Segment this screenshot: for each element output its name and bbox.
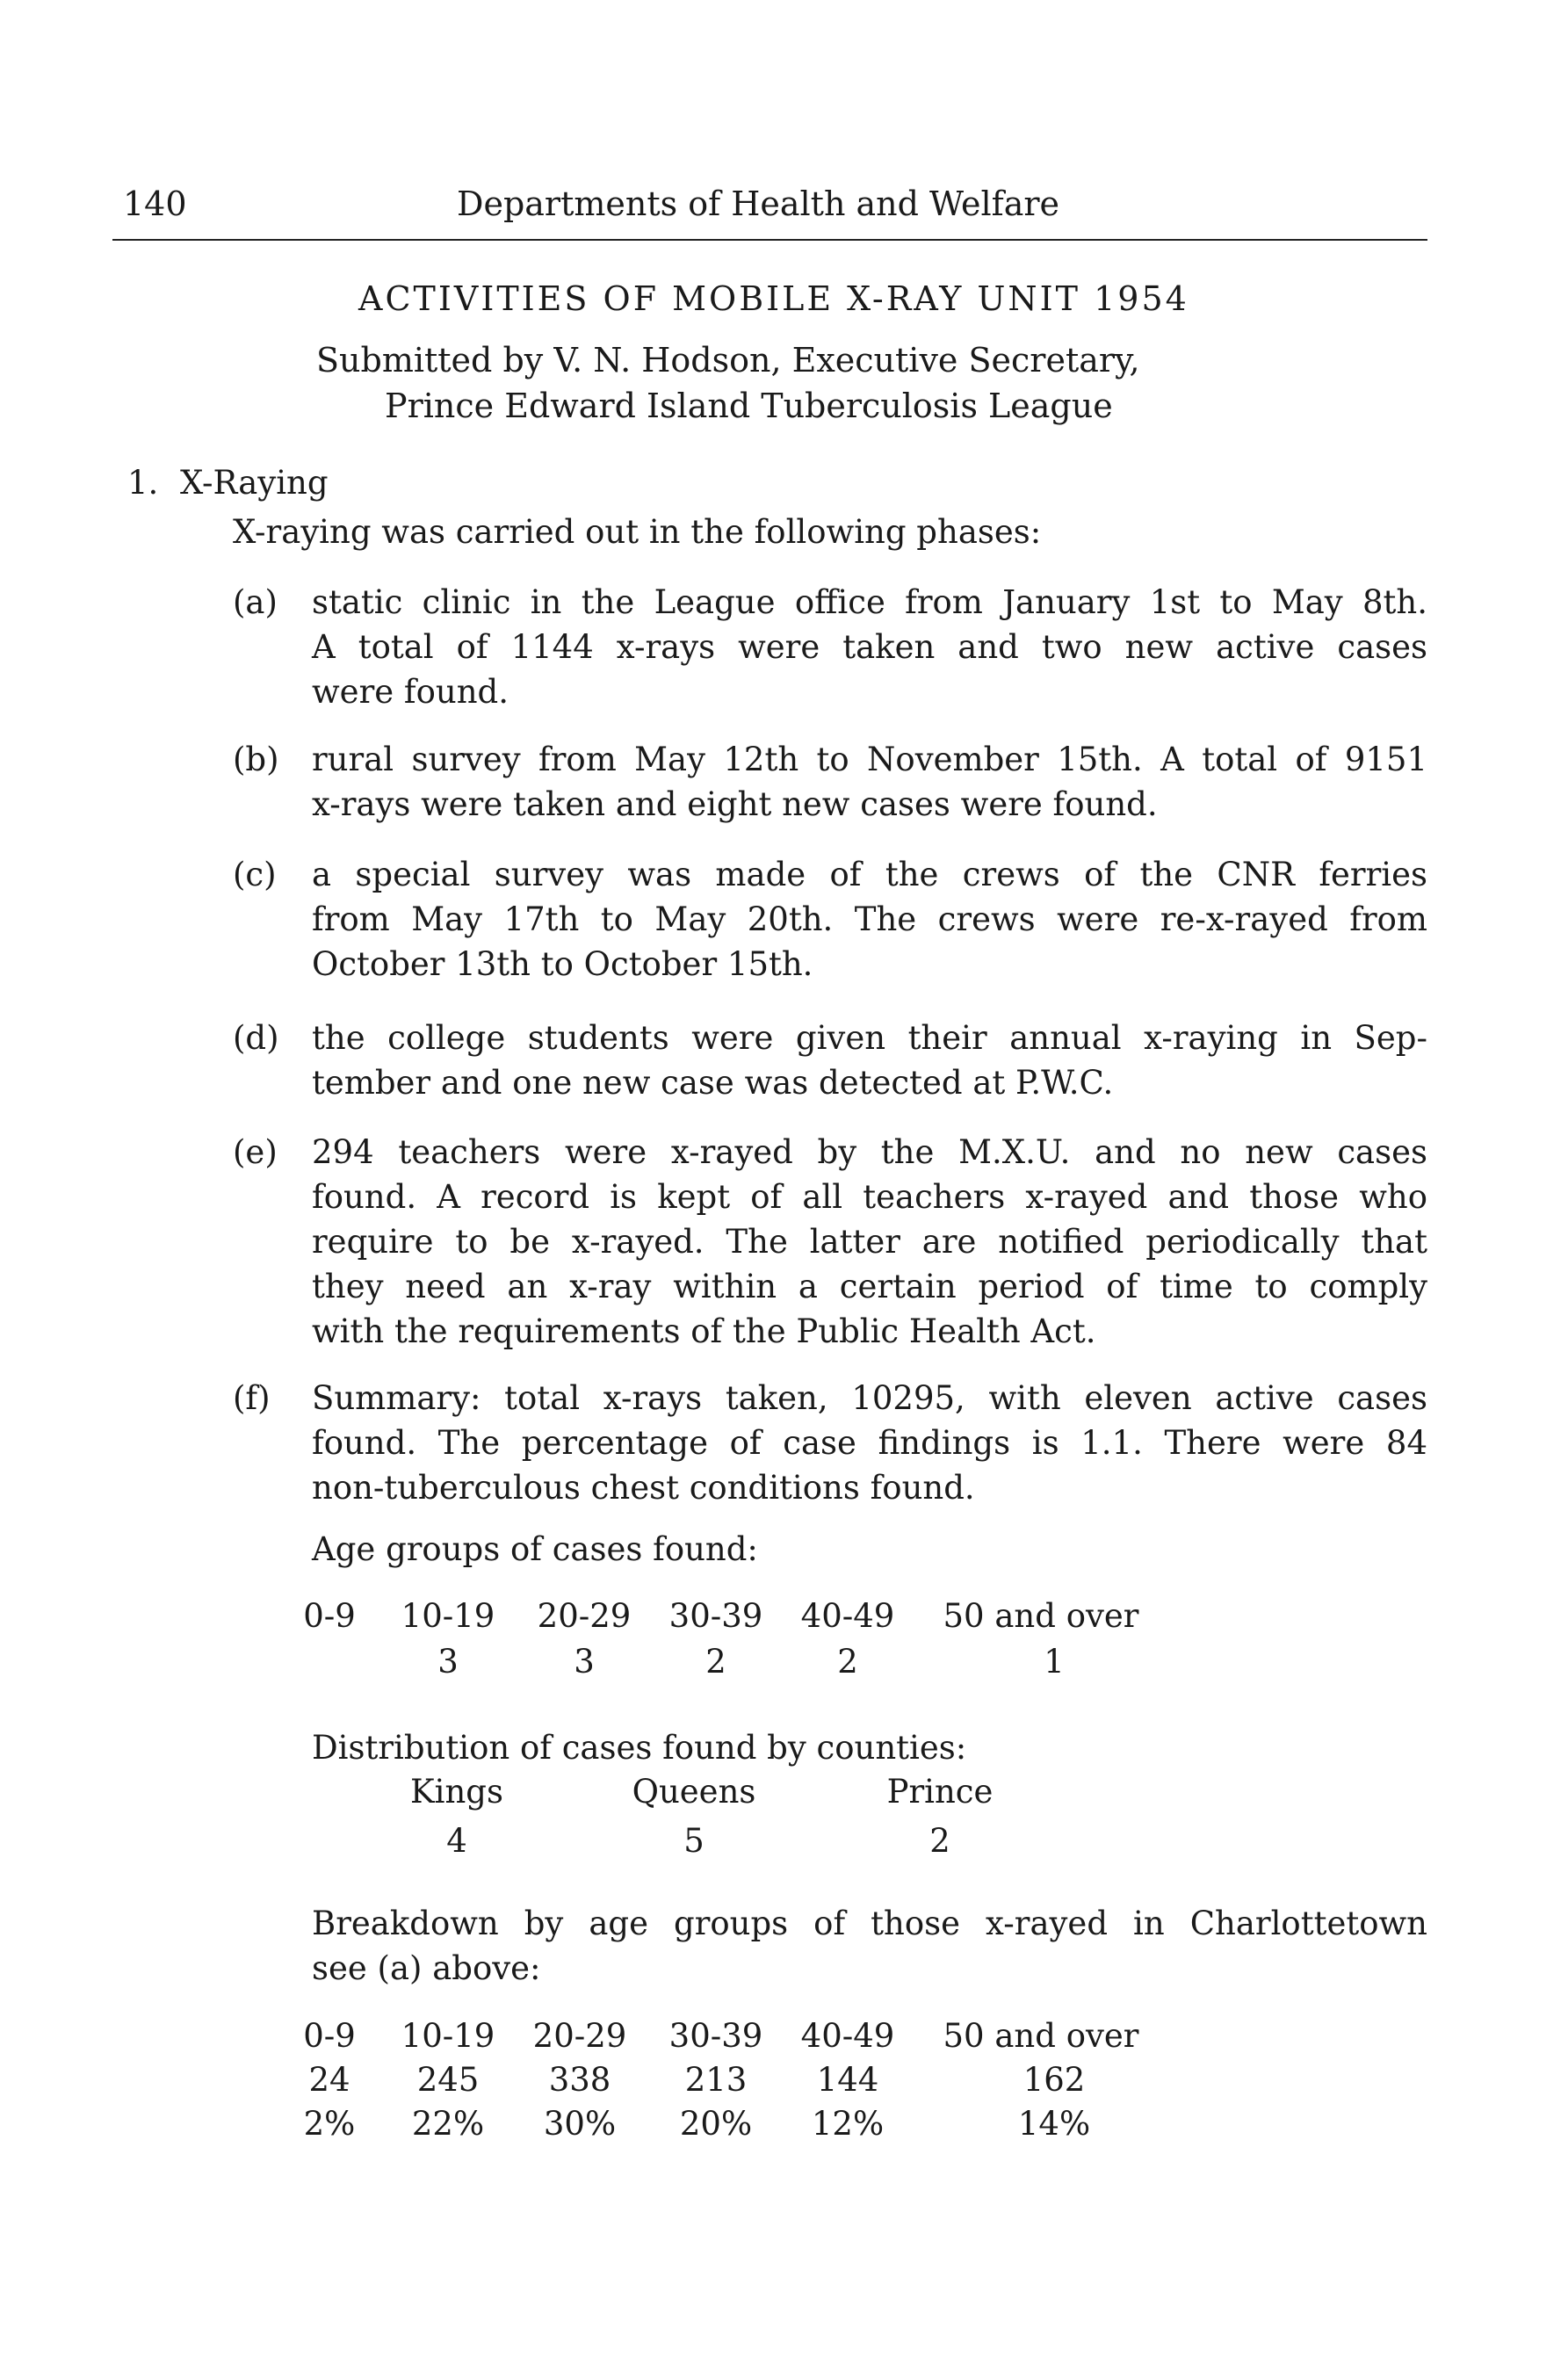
- item-a-text: [312, 580, 1427, 714]
- ctown-age-header: 10-19: [401, 2017, 495, 2055]
- header-rule: [112, 239, 1427, 241]
- age-group-header: 30-39: [668, 1597, 763, 1635]
- ctown-count: 24: [308, 2061, 350, 2099]
- item-label-d: (d): [233, 1019, 279, 1057]
- document-title: ACTIVITIES OF MOBILE X-RAY UNIT 1954: [358, 279, 1189, 318]
- age-group-header: 40-49: [800, 1597, 895, 1635]
- ctown-age-header: 40-49: [800, 2017, 895, 2055]
- item-c-line: from May 17th to May 20th. The crews were re-x-rayed from: [312, 900, 1427, 938]
- ctown-percent: 2%: [303, 2105, 356, 2143]
- item-d-line: tember and one new case was detected at P.W.C.: [312, 1064, 1114, 1102]
- age-case-count: 2: [837, 1643, 858, 1681]
- item-label-f: (f): [233, 1379, 271, 1417]
- county-case-count: 5: [683, 1822, 705, 1860]
- item-c-text: [312, 852, 1427, 987]
- item-f-line: non-tuberculous chest conditions found.: [312, 1469, 975, 1507]
- county-case-count: 2: [929, 1822, 950, 1860]
- ctown-count: 338: [548, 2061, 611, 2099]
- item-b-line: x-rays were taken and eight new cases were found.: [312, 785, 1158, 823]
- item-label-e: (e): [233, 1133, 278, 1171]
- age-case-count: 3: [574, 1643, 595, 1681]
- item-b-line: rural survey from May 12th to November 15th. A total of 9151: [312, 741, 1427, 778]
- county-header: Prince: [886, 1773, 994, 1811]
- item-e-line: with the requirements of the Public Health Act.: [312, 1312, 1096, 1350]
- item-f-line: found. The percentage of case findings is 1.1. There were 84: [312, 1424, 1427, 1462]
- item-f-line: Summary: total x-rays taken, 10295, with eleven active cases: [312, 1379, 1427, 1417]
- organization-line: Prince Edward Island Tuberculosis League: [385, 387, 1113, 425]
- age-case-count: 3: [437, 1643, 459, 1681]
- ctown-age-header: 20-29: [532, 2017, 627, 2055]
- county-header: Queens: [632, 1773, 756, 1811]
- section-number: 1.: [127, 464, 159, 502]
- item-a-line: A total of 1144 x-rays were taken and two new active cases: [312, 628, 1427, 666]
- item-e-text: [312, 1130, 1427, 1354]
- item-c-line: October 13th to October 15th.: [312, 945, 813, 983]
- item-label-c: (c): [233, 856, 277, 893]
- item-b-text: [312, 737, 1427, 827]
- county-header: Kings: [410, 1773, 503, 1811]
- county-case-count: 4: [446, 1822, 467, 1860]
- ctown-count: 162: [1022, 2061, 1086, 2099]
- ctown-count: 213: [684, 2061, 748, 2099]
- item-e-line: require to be x-rayed. The latter are notified periodically that: [312, 1223, 1427, 1261]
- age-group-header: 20-29: [537, 1597, 632, 1635]
- item-label-a: (a): [233, 583, 278, 621]
- age-cases-heading: Age groups of cases found:: [312, 1530, 758, 1568]
- page-number: 140: [123, 184, 187, 223]
- item-label-b: (b): [233, 741, 279, 778]
- county-cases-heading: Distribution of cases found by counties:: [312, 1729, 967, 1767]
- item-d-text: [312, 1016, 1427, 1105]
- age-case-count: 1: [1044, 1643, 1065, 1681]
- ctown-percent: 14%: [1017, 2105, 1091, 2143]
- item-a-line: were found.: [312, 673, 509, 711]
- item-f-text: [312, 1376, 1427, 1510]
- charlottetown-heading-line: see (a) above:: [312, 1949, 541, 1987]
- item-e-line: they need an x-ray within a certain period of time to comply: [312, 1268, 1427, 1305]
- age-group-header: 0-9: [303, 1597, 356, 1635]
- ctown-age-header: 50 and over: [943, 2017, 1139, 2055]
- ctown-percent: 30%: [543, 2105, 617, 2143]
- age-group-header: 10-19: [401, 1597, 495, 1635]
- ctown-age-header: 30-39: [668, 2017, 763, 2055]
- item-e-line: found. A record is kept of all teachers x-rayed and those who: [312, 1178, 1427, 1216]
- section-intro: X-raying was carried out in the following phases:: [233, 513, 1042, 551]
- ctown-percent: 12%: [811, 2105, 885, 2143]
- item-c-line: a special survey was made of the crews of the CNR ferries: [312, 856, 1427, 893]
- submitted-by-line: Submitted by V. N. Hodson, Executive Secretary,: [316, 341, 1140, 380]
- age-case-count: 2: [705, 1643, 726, 1681]
- running-title: Departments of Health and Welfare: [457, 184, 1060, 223]
- ctown-count: 245: [416, 2061, 480, 2099]
- age-group-header: 50 and over: [943, 1597, 1139, 1635]
- charlottetown-heading-line: Breakdown by age groups of those x-rayed in Charlottetown: [312, 1905, 1427, 1942]
- ctown-percent: 20%: [679, 2105, 753, 2143]
- ctown-percent: 22%: [411, 2105, 485, 2143]
- charlottetown-heading: [312, 1901, 1427, 1991]
- item-a-line: static clinic in the League office from January 1st to May 8th.: [312, 583, 1427, 621]
- ctown-age-header: 0-9: [303, 2017, 356, 2055]
- item-e-line: 294 teachers were x-rayed by the M.X.U. and no new cases: [312, 1133, 1427, 1171]
- section-heading: X-Raying: [180, 464, 329, 502]
- item-d-line: the college students were given their annual x-raying in Sep-: [312, 1019, 1427, 1057]
- ctown-count: 144: [816, 2061, 879, 2099]
